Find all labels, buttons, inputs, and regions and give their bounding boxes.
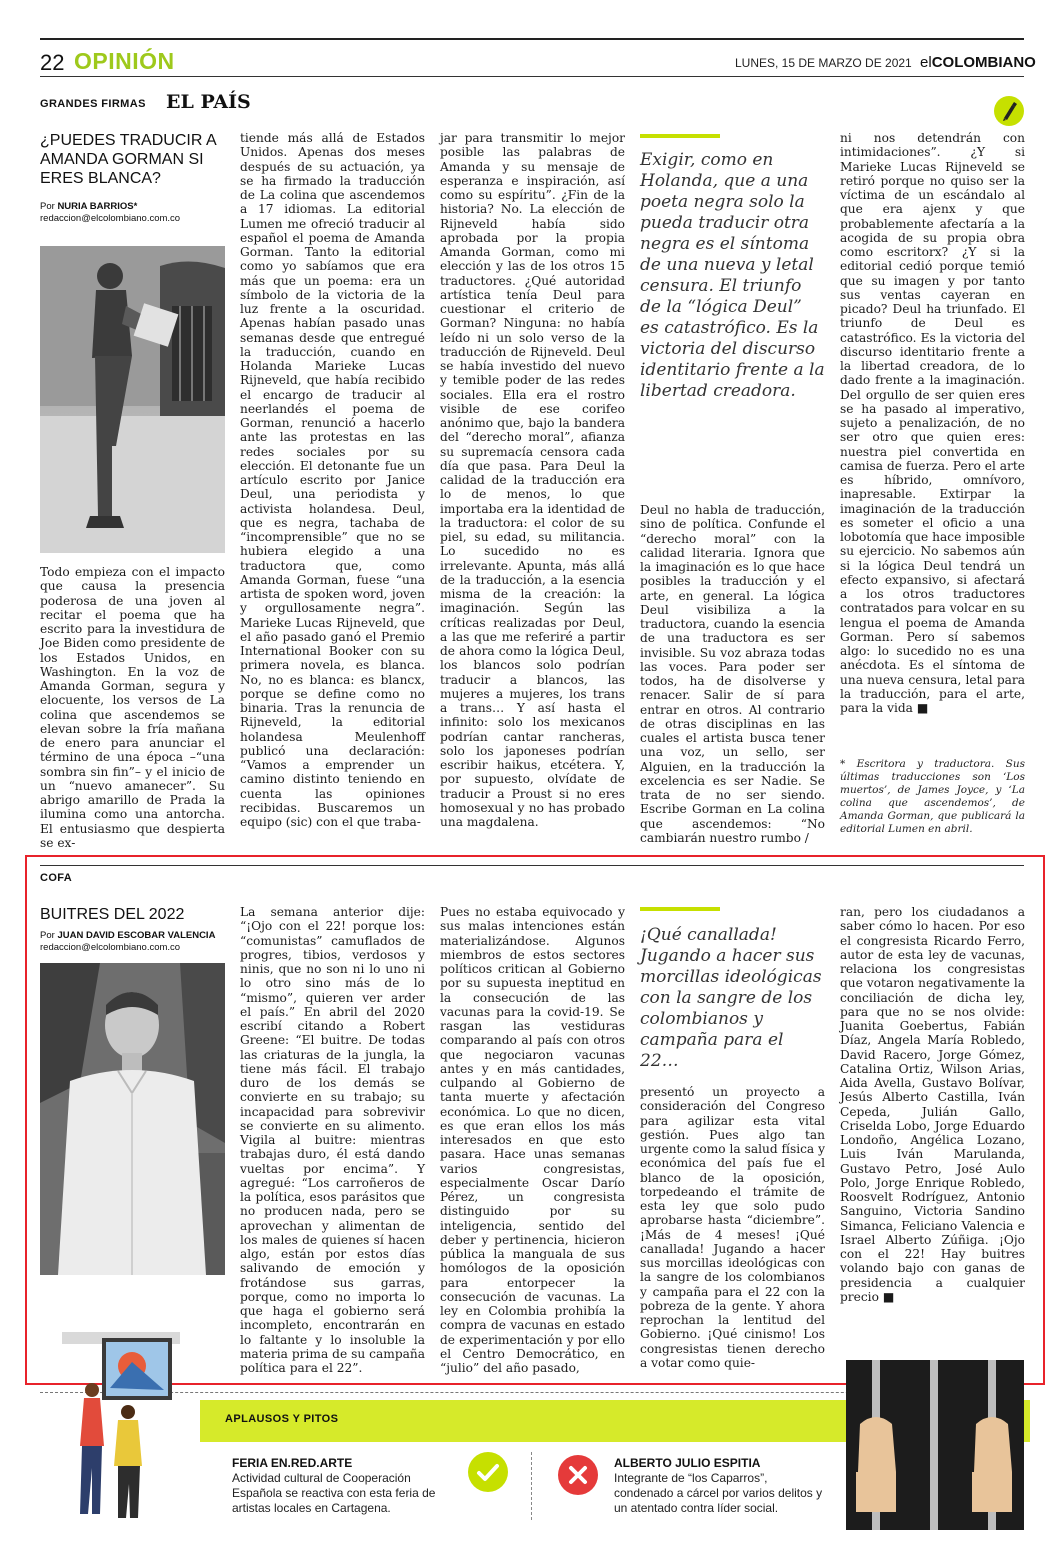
byline-name: NURIA BARRIOS* <box>57 201 138 212</box>
article2-headline: BUITRES DEL 2022 <box>40 906 185 923</box>
article2-col4: ran, pero los ciudadanos a saber cómo lo hacen. Por eso el congresista Ricardo Ferro, autor de esta ley de vacunas, relaciona los congresistas que votaron negativamente la conciliación de dicha ley, para que no se nos olvide: Juanita Goebertus, Fabián Díaz, Angela María Robledo, David Racero, Jorge Gómez, Catalina Ortiz, Wilson Arias, Aida Avella, Gustavo Bolívar, Jesús Alberto Castilla, Iván Cepeda, Julián Gallo, Criselda Lobo, Jorge Eduardo Londoño, Angélica Lozano, Luis Iván Marulanda, Gustavo Petro, José Aulo Polo, Jorge Enrique Robledo, Roosvelt Rodríguez, Antonio Sanguino, Victoria Sandino Simanca, Feliciano Valencia e Israel Alberto Zúñiga. ¡Ojo con el 22! Hay buitres volando bajo con ganas de presidencia a cualquier precio ■ <box>840 905 1025 1304</box>
article2-byline <box>40 930 225 942</box>
article1-pullquote: Exigir, como en Holanda, que a una poeta negra solo la pueda traducir otra negra es el síntoma de una nueva y letal censura. El triunfo de la “lógica Deul” es catastrófico. Es la victoria del discurso identitario frente a la libertad creadora. <box>640 150 825 401</box>
article2-col2: Pues no estaba equivocado y sus malas intenciones están materializándose. Algunos miembros de estos sectores políticos critican al Gobierno por su supuesta ineptitud en la consecución de las vacunas para la covid-19. Se rasgan las vestiduras comparando al país con otros que negociaron vacunas antes y en más cantidades, culpando al Gobierno de tanta muerte y afectación económica. Lo que no dicen, es que eran ellos los más interesados en que esto pasara. Hace unas semanas varios congresistas, especialmente Oscar Darío Pérez, un congresista distinguido por su inteligencia, sentido del deber y pertinencia, hicieron pública la manguala de sus homólogos de la oposición para entorpecer la consecución de vacunas. La ley en Colombia prohibía la compra de vacunas en estado de experimentación y por ello el Centro Democrático, en “julio” del año pasado, <box>440 905 625 1375</box>
cross-icon <box>558 1455 598 1495</box>
aplauso-name: FERIA EN.RED.ARTE <box>232 1456 353 1470</box>
article1-headline: ¿PUEDES TRADUCIR A AMANDA GORMAN SI ERES BLANCA? <box>40 132 216 187</box>
article2-col3: presentó un proyecto a consideración del Congreso para agilizar esta vital gestión. Pues algo tan urgente como la salud física y económica del país fue el blanco de la oposición, torpedeando el trámite de esta ley que solo pudo aprobarse hasta “diciembre”. ¡Más de 4 meses! ¡Qué canallada! Jugando a hacer sus morcillas ideológicas con la sangre de los colombianos y campaña para el 22 con la pobreza de la gente. Y ahora reprochan la lentitud del Gobierno. ¡Qué cinismo! Los congresistas tienen derecho a votar como quie- <box>640 1085 825 1370</box>
pito-desc: Integrante de “los Caparros”, condenado a cárcel por varios delitos y un atentado contra líder social. <box>614 1471 823 1515</box>
section-name: OPINIÓN <box>74 48 175 74</box>
article2-kicker: COFA <box>40 872 73 884</box>
masthead <box>920 54 1036 71</box>
article2-pullquote: ¡Qué canallada! Jugando a hacer sus morcillas ideológicas con la sangre de los colombianos y campaña para el 22… <box>640 925 822 1071</box>
byline-prefix: Por <box>40 930 55 941</box>
pen-icon <box>994 96 1024 126</box>
header-rule <box>40 76 1024 77</box>
byline-name: JUAN DAVID ESCOBAR VALENCIA <box>57 930 216 941</box>
jail-illustration <box>846 1360 1024 1530</box>
cofa-rule <box>40 865 1024 866</box>
article1-col3: jar para transmitir lo mejor posible las palabras de Amanda y su mensaje de esperanza e inspiración, así como su espíritu”. ¿Fin de la historia? No. La elección de Rijneveld había sido aprobada por la propia Amanda Gorman, como mi elección y las de los otros 15 traductores. ¿Qué autoridad artística tenía Deul para cuestionar el criterio de Gorman? Ninguna: no había leído ni un solo verso de la traducción de Rijneveld. Deul se había investido del nuevo y temible poder de las redes sociales. Ella era el rostro visible de ese corifeo anónimo que, bajo la bandera del “derecho moral”, afianza su supremacía censora cada día que pasa. Para Deul la calidad de la traducción era lo de menos, lo que importaba era la identidad de la traductora: el color de su piel, su edad, su militancia. Lo sucedido no es irrelevante. Apunta, más allá de la traducción, a la esencia misma de la creación: la imaginación. Según las críticas realizadas por Deul, a las que me referiré a partir de ahora como la lógica Deul, los blancos solo podrían traducir a blancos, las mujeres a mujeres, los trans a trans… Y así hasta el infinito: solo los mexicanos podrían cantar rancheras, solo los japoneses podrían escribir haikus, etcétera. Y, por supuesto, olvídate de traducir a Proust si no eres homosexual y no has probado una magdalena. <box>440 131 625 829</box>
pullquote-bar-2 <box>640 907 720 911</box>
issue-date: LUNES, 15 DE MARZO DE 2021 <box>735 56 912 70</box>
article1-col2: tiende más allá de Estados Unidos. Apenas dos meses después de su actuación, ya se ha firmado la traducción de La colina que ascendemos a 17 idiomas. La editorial Lumen me ofreció traducir al español el poema de Amanda Gorman. Tanto la editorial como yo sabíamos que era más que un poema: era un símbolo de la victoria de la luz frente a la oscuridad. Apenas habían pasado unas semanas desde que entregué la traducción, cuando en Holanda Marieke Lucas Rijneveld, que había recibido el encargo de traducir al neerlandés el poema de Gorman, renunció a hacerlo ante las protestas en las redes sociales por su elección. El detonante fue un artículo escrito por Janice Deul, una periodista y activista holandesa. Deul, que es negra, tachaba de “incomprensible” que no se hubiera elegido a una traductora que, como Amanda Gorman, fuese “una artista de spoken word, joven y orgullosamente negra”. Marieke Lucas Rijneveld, que el año pasado ganó el Premio International Booker con su primera novela, es blanca. No, no es blanca: es blancx, porque se define como no binaria. Tras la renuncia de Rijneveld, la editorial holandesa Meulenhoff publicó una declaración: “Vamos a emprender un camino distinto teniendo en cuenta las opiniones recibidas. Buscaremos un equipo (sic) con el que traba- <box>240 131 425 829</box>
pito-name: ALBERTO JULIO ESPITIA <box>614 1456 761 1470</box>
masthead-prefix: el <box>920 54 932 71</box>
article1-byline <box>40 201 225 213</box>
article1-footnote: * Escritora y traductora. Sus últimas traducciones son ‘Los muertos’, de James Joyce, y ‘La colina que ascendemos’, de Amanda Gorman, que publicará la editorial Lumen en abril. <box>840 758 1025 835</box>
check-icon <box>468 1452 508 1492</box>
article1-kicker: GRANDES FIRMAS <box>40 98 146 110</box>
article1-col4: Deul no habla de traducción, sino de política. Confunde el “derecho moral” con la calidad literaria. Ignora que la imaginación es lo que hace posibles la traducción y el arte, en general. La lógica Deul visibiliza a la traductora, cuando la esencia de una traductora es ser invisible. Su voz abraza todas las voces. Para poder ser todos, ha de disolverse y renacer. Salir de sí para entrar en otros. Al contrario de otras disciplinas en las cuales el artista busca tener una voz, un sello, ser Alguien, en la traducción la excelencia es ser Nadie. Se trata de no ser siendo. Escribe Gorman en La colina que ascendemos: “No cambiarán nuestro rumbo / <box>640 503 825 845</box>
page-number: 22 <box>40 50 65 75</box>
article2-col1: La semana anterior dije: “¡Ojo con el 22! porque los: “comunistas” camuflados de progres, tibios, verdosos y ninis, que no son ni lo uno ni lo otro sino más de lo “mismo”, quieren ver arder el país.” En abril del 2020 escribí citando a Robert Greene: “El buitre. De todas las criaturas de la jungla, la tiene más fácil. El trabajo duro de los demás se convierte en su trabajo; su incapacidad para sobrevivir se convierte en su alimento. Vigila al buitre: mientras trabajas duro, él está dando vueltas por encima”. Y agregué: “Los carroñeros de la política, esos parásitos que no producen nada, pero se aprovechan y alimentan de los males de quienes sí hacen algo, están por estos días salivando de emoción y frotándose sus garras, porque, como no importa lo que haga el gobierno será incompleto, encontrarán en lo faltante y lo insoluble la materia prima de su campaña política para el 22”. <box>240 905 425 1375</box>
el-pais-logo: EL PAÍS <box>166 91 251 113</box>
statue-photo <box>40 246 225 553</box>
author-photo <box>40 963 225 1275</box>
aplauso-desc: Actividad cultural de Cooperación Española se reactiva con esta feria de artistas locales en Cartagena. <box>232 1471 436 1515</box>
top-rule <box>40 38 1024 40</box>
article1-col5: ni nos detendrán con intimidaciones”. ¿Y si Marieke Lucas Rijneveld se retiró porque no quiso ser la víctima de un escándalo al que era ajenx y que probablemente afectaría a la acogida de su propia obra como escritorx? ¿Y si la editorial cedió porque temió que su imagen y por tanto sus ventas cayeran en picado? Deul ha triunfado. El triunfo de Deul es catastrófico. Es la victoria del discurso identitario frente a la libertad creadora, de lo dado frente a la imaginación. Del orgullo de ser quien eres se ha pasado al imperativo, sujeto a penalización, de no ser otro que quien eres: nuestra piel convertida en camisa de fuerza. Pero el arte es híbrido, omnívoro, inapresable. Extirpar la imaginación de la traducción es someter el oficio a una lobotomía que hace imposible su ejercicio. No sabemos aún si la lógica Deul tendrá un efecto expansivo, si afectará a los otros traductores contratados para volcar en su lengua el poema de Amanda Gorman. Pero sí sabemos algo: lo sucedido no es una anécdota. Es el síntoma de una nueva censura, letal para la traducción, para el arte, para la vida ■ <box>840 131 1025 715</box>
aplausos-title: APLAUSOS Y PITOS <box>225 1413 339 1425</box>
pullquote-bar <box>640 134 720 138</box>
article2-email: redaccion@elcolombiano.com.co <box>40 942 181 953</box>
masthead-name: COLOMBIANO <box>931 54 1036 71</box>
article1-col1: Todo empieza con el impacto que causa la presencia poderosa de una joven al recitar el poema que ha escrito para la investidura de Joe Biden como presidente de los Estados Unidos, en Washington. En la voz de Amanda Gorman, segura y elocuente, los versos de La colina que ascendemos se elevan sobre la fría mañana de enero para anunciar el término de una época –“una sombra sin fin”– y el inicio de un “nuevo amanecer”. Su abrigo amarillo de Prada la ilumina como una antorcha. El entusiasmo que despierta se ex- <box>40 565 225 850</box>
article1-email: redaccion@elcolombiano.com.co <box>40 213 181 224</box>
art-fair-illustration <box>40 1328 200 1528</box>
byline-prefix: Por <box>40 201 55 212</box>
aplausos-divider <box>531 1452 532 1520</box>
